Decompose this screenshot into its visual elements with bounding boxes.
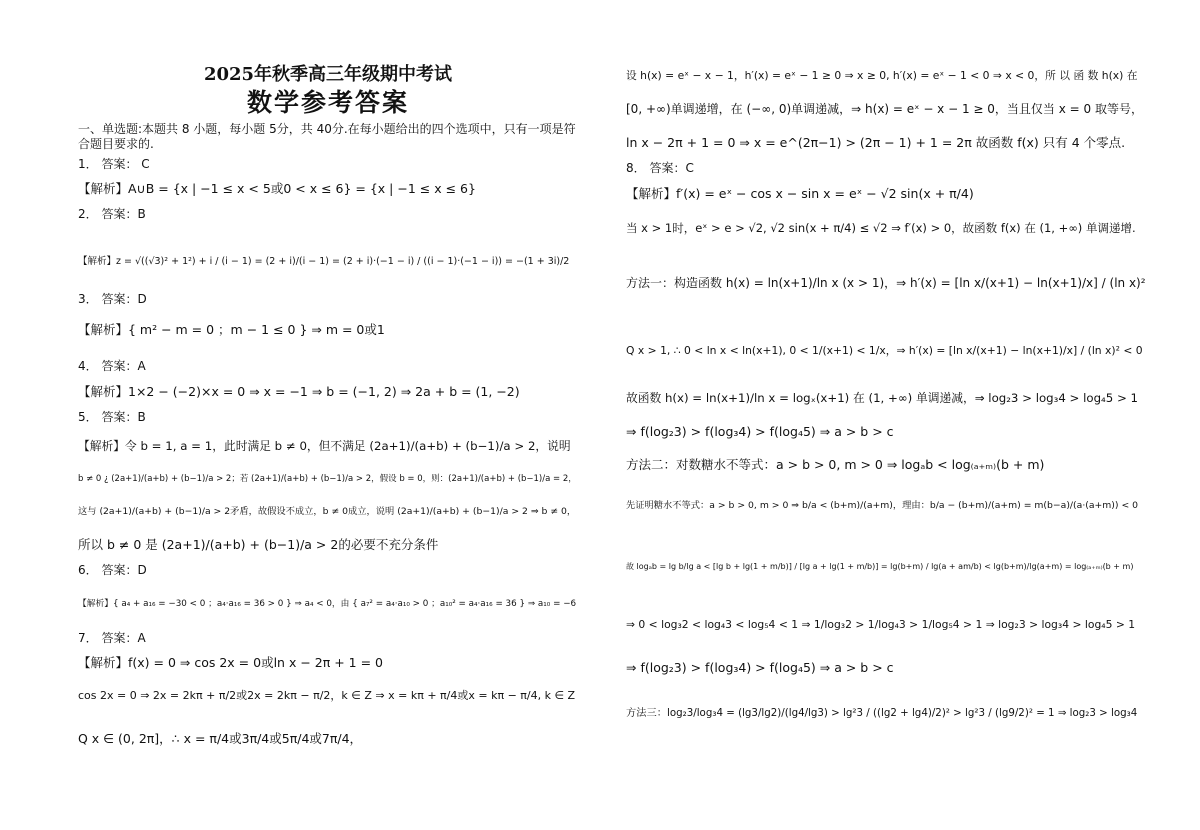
answer-5: 5． 答案：B [78, 410, 146, 424]
explanation-4: 【解析】1×2 − (−2)×x = 0 ⇒ x = −1 ⇒ b = (−1, 2) ⇒ 2a + b = (1, −2) [78, 384, 520, 399]
explanation-5-line-1: 【解析】令 b = 1, a = 1，此时满足 b ≠ 0，但不满足 (2a+1)/(a+b) + (b−1)/a > 2，说明 [78, 439, 571, 453]
explanation-8-line-2: 当 x > 1时，eˣ > e > √2, √2 sin(x + π/4) ≤ √2 ⇒ f′(x) > 0，故函数 f(x) 在 (1, +∞) 单调递增. [626, 221, 1136, 235]
method-1-line-1: 方法一：构造函数 h(x) = ln(x+1)/ln x (x > 1)，⇒ h′(x) = [ln x/(x+1) − ln(x+1)/x] / (ln x)² [626, 276, 1146, 290]
answer-7: 7． 答案：A [78, 631, 146, 645]
q7-cont-line-2: [0, +∞)单调递增，在 (−∞, 0)单调递减，⇒ h(x) = eˣ − x − 1 ≥ 0，当且仅当 x = 0 取等号， [626, 102, 1143, 116]
answer-3: 3． 答案：D [78, 292, 147, 306]
explanation-1: 【解析】A∪B = {x | −1 ≤ x < 5或0 < x ≤ 6} = {x | −1 ≤ x ≤ 6} [78, 181, 476, 196]
method-2-line-5: ⇒ f(log₂3) > f(log₃4) > f(log₄5) ⇒ a > b > c [626, 660, 894, 675]
answer-4: 4． 答案：A [78, 359, 146, 373]
explanation-8-line-1: 【解析】f′(x) = eˣ − cos x − sin x = eˣ − √2 sin(x + π/4) [626, 186, 974, 201]
answer-key-title: 数学参考答案 [246, 88, 409, 117]
explanation-5-line-4: 所以 b ≠ 0 是 (2a+1)/(a+b) + (b−1)/a > 2的必要不充分条件 [78, 537, 439, 552]
q7-cont-line-3: ln x − 2π + 1 = 0 ⇒ x = e^(2π−1) > (2π − 1) + 1 = 2π 故函数 f(x) 只有 4 个零点. [626, 135, 1126, 150]
explanation-7-line-3: Q x ∈ (0, 2π]，∴ x = π/4或3π/4或5π/4或7π/4， [78, 731, 363, 746]
method-2-line-3: 故 logₐb = lg b/lg a < [lg b + lg(1 + m/b)] / [lg a + lg(1 + m/b)] = lg(b+m) / lg(a + am/b) < lg(b+m)/lg(a+m) = log₍ₐ₊ₘ₎(b + m) [626, 562, 1134, 571]
explanation-6: 【解析】{ a₄ + a₁₆ = −30 < 0 ；a₄·a₁₆ = 36 > 0 } ⇒ a₄ < 0，由 { a₇² = a₄·a₁₀ > 0 ；a₁₀² = a₄·a₁₆ = 36 } ⇒ a₁₀ = −6 [78, 599, 577, 609]
answer-8: 8． 答案：C [626, 161, 694, 175]
answer-6: 6． 答案：D [78, 563, 147, 577]
explanation-2: 【解析】z = √((√3)² + 1²) + i / (i − 1) = (2 + i)/(i − 1) = (2 + i)·(−1 − i) / ((i − 1)·(−1 − i)) = −(1 + 3i)/2 [78, 256, 570, 267]
explanation-3: 【解析】{ m² − m = 0 ；m − 1 ≤ 0 } ⇒ m = 0或1 [78, 322, 385, 337]
method-2-line-1: 方法二：对数糖水不等式：a > b > 0, m > 0 ⇒ logₐb < log₍ₐ₊ₘ₎(b + m) [626, 457, 1045, 472]
answer-2: 2． 答案：B [78, 207, 146, 221]
method-3-line-1: 方法三：log₂3/log₃4 = (lg3/lg2)/(lg4/lg3) > lg²3 / ((lg2 + lg4)/2)² > lg²3 / (lg9/2)² = 1 ⇒ log₂3 > log₃4 [626, 707, 1138, 719]
exam-title: 2025年秋季高三年级期中考试 [203, 64, 453, 85]
explanation-7-line-1: 【解析】f(x) = 0 ⇒ cos 2x = 0或ln x − 2π + 1 = 0 [78, 655, 383, 670]
q7-cont-line-1: 设 h(x) = eˣ − x − 1，h′(x) = eˣ − 1 ≥ 0 ⇒ x ≥ 0, h′(x) = eˣ − 1 < 0 ⇒ x < 0，所 以 函 数 h(x) 在 [626, 69, 1138, 82]
method-1-line-4: ⇒ f(log₂3) > f(log₃4) > f(log₄5) ⇒ a > b > c [626, 424, 894, 439]
section-intro: 一、单选题:本题共 8 小题，每小题 5分，共 40分.在每小题给出的四个选项中，只有一项是符合题目要求的. [78, 122, 576, 151]
method-1-line-2: Q x > 1, ∴ 0 < ln x < ln(x+1), 0 < 1/(x+1) < 1/x，⇒ h′(x) = [ln x/(x+1) − ln(x+1)/x] / (ln x)² < 0 [626, 344, 1143, 357]
explanation-5-line-2: b ≠ 0 ¿ (2a+1)/(a+b) + (b−1)/a > 2；若 (2a+1)/(a+b) + (b−1)/a > 2，假设 b = 0，则：(2a+1)/(a+b) + (b−1)/a = 2， [78, 474, 577, 484]
answer-1: 1． 答案： C [78, 157, 150, 171]
method-1-line-3: 故函数 h(x) = ln(x+1)/ln x = logₓ(x+1) 在 (1, +∞) 单调递减，⇒ log₂3 > log₃4 > log₄5 > 1 [626, 391, 1139, 405]
explanation-5-line-3: 这与 (2a+1)/(a+b) + (b−1)/a > 2矛盾，故假设不成立，b ≠ 0成立，说明 (2a+1)/(a+b) + (b−1)/a > 2 ⇒ b ≠ 0， [78, 506, 577, 517]
method-2-line-4: ⇒ 0 < log₃2 < log₄3 < log₅4 < 1 ⇒ 1/log₃2 > 1/log₄3 > 1/log₅4 > 1 ⇒ log₂3 > log₃4 > log₄5 > 1 [626, 618, 1136, 631]
explanation-7-line-2: cos 2x = 0 ⇒ 2x = 2kπ + π/2或2x = 2kπ − π/2，k ∈ Z ⇒ x = kπ + π/4或x = kπ − π/4, k ∈ Z [78, 689, 576, 702]
method-2-line-2: 先证明糖水不等式：a > b > 0, m > 0 ⇒ b/a < (b+m)/(a+m)，理由：b/a − (b+m)/(a+m) = m(b−a)/(a·(a+m)) < 0 [626, 500, 1139, 511]
